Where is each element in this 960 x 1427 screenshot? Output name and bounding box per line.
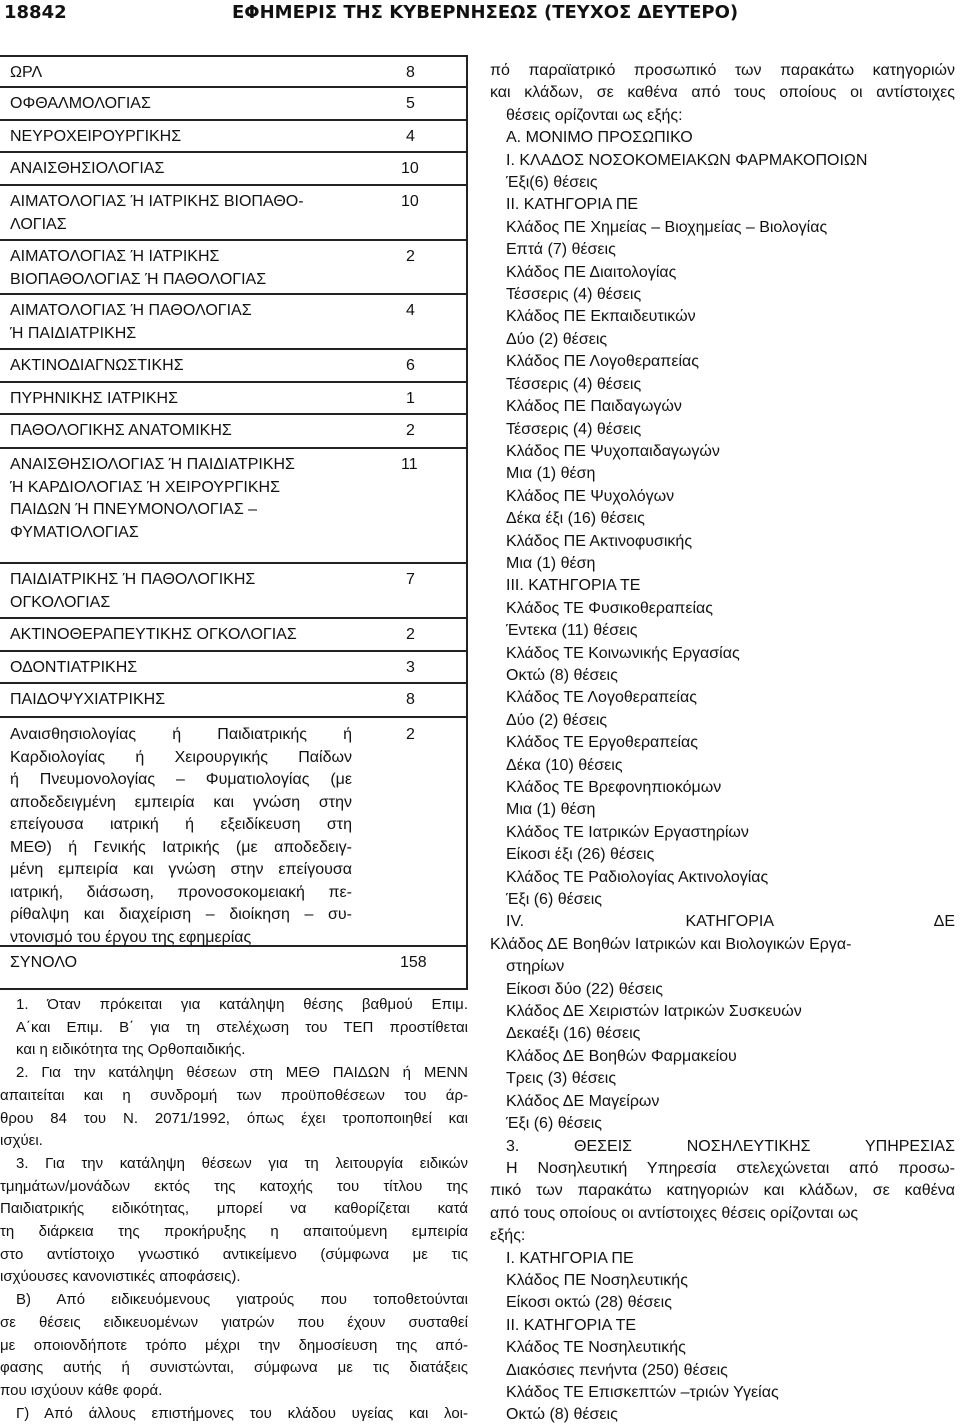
footnote-line: ισχύουσες κανονιστικές αποφάσεις). — [0, 1268, 241, 1286]
specialty-name: ΠΑΙΔΟΨΥΧΙΑΤΡΙΚΗΣ — [10, 691, 166, 708]
right-column-line: Κλάδος ΠΕ Χημείας – Βιοχημείας – Βιολογίας — [506, 218, 828, 236]
footnote-line: και η ειδικότητα της Ορθοπαιδικής. — [16, 1041, 246, 1059]
right-column-text — [490, 60, 955, 1427]
right-column-line: ΙΙ. ΚΑΤΗΓΟΡΙΑ ΠΕ — [506, 196, 639, 214]
right-column-line: Δέκα έξι (16) θέσεις — [506, 510, 645, 528]
right-column-line: Κλάδος ΤΕ Ραδιολογίας Ακτινολογίας — [506, 868, 769, 886]
footnote-line: Παιδιατρικής ειδικότητας, μπορεί να καθορίζεται κατά — [0, 1200, 468, 1218]
right-column-line: από τους οποίους οι αντίστοιχες θέσεις ορίζονται ως — [490, 1204, 859, 1222]
specialty-name-line: ρίθαλψη και διαχείριση – διοίκηση – συ- — [10, 906, 352, 923]
right-column-line: Α. ΜΟΝΙΜΟ ΠΡΟΣΩΠΙΚΟ — [506, 129, 693, 147]
specialty-name: ΠΥΡΗΝΙΚΗΣ ΙΑΤΡΙΚΗΣ — [10, 390, 178, 407]
right-column-line: Έξι(6) θέσεις — [506, 174, 598, 192]
positions-count: 3 — [406, 659, 415, 676]
right-column-line: Κλάδος ΤΕ Επισκεπτών –τριών Υγείας — [506, 1383, 779, 1401]
right-column-line: Κλάδος ΠΕ Εκπαιδευτικών — [506, 308, 696, 326]
right-column-line: Είκοσι οκτώ (28) θέσεις — [506, 1294, 672, 1312]
specialty-name-line: επείγουσα ιατρική ή εξειδίκευση στη — [10, 816, 352, 833]
table-row — [0, 947, 466, 990]
specialty-name-line: ΠΑΙΔΙΑΤΡΙΚΗΣ Ή ΠΑΘΟΛΟΓΙΚΗΣ — [10, 571, 256, 588]
specialty-name-line: ΦΥΜΑΤΙΟΛΟΓΙΑΣ — [10, 523, 139, 541]
table-row — [0, 350, 466, 383]
footnote-line: Β) Από ειδικευόμενους γιατρούς που τοποθετούνται — [16, 1291, 468, 1309]
specialty-name-line: Αναισθησιολογίας ή Παιδιατρικής ή — [10, 726, 352, 743]
footnote-line: 1. Όταν πρόκειται για κατάληψη θέσης βαθμού Επιμ. — [16, 996, 468, 1013]
table-row — [0, 619, 466, 652]
right-column-line: πικό των παρακάτω κατηγοριών και κλάδων, σε καθένα — [490, 1182, 955, 1200]
right-column-line: Κλάδος ΔΕ Μαγείρων — [506, 1092, 660, 1110]
specialty-name — [10, 724, 352, 949]
right-column-line: Έντεκα (11) θέσεις — [506, 622, 638, 640]
right-column-line: θέσεις ορίζονται ως εξής: — [506, 106, 683, 124]
table-row — [0, 564, 466, 619]
specialty-name — [10, 569, 352, 614]
footnote-line: Γ) Από άλλους επιστήμονες του κλάδου υγείας και λοι- — [16, 1404, 468, 1422]
table-row — [0, 383, 466, 415]
table-row — [0, 718, 466, 947]
footnote-line: σε θέσεις ειδικευομένων γιατρών που έχουν συσταθεί — [0, 1313, 468, 1331]
specialty-name-line: ΑΝΑΙΣΘΗΣΙΟΛΟΓΙΑΣ Ή ΠΑΙΔΙΑΤΡΙΚΗΣ — [10, 456, 295, 473]
table-row — [0, 57, 466, 88]
right-column-line: Δεκαέξι (16) θέσεις — [506, 1025, 641, 1043]
table-row — [0, 684, 466, 718]
right-column-line: Κλάδος ΠΕ Διαιτολογίας — [506, 263, 677, 281]
positions-count: 5 — [406, 95, 415, 112]
right-column-line: 3. ΘΕΣΕΙΣ ΝΟΣΗΛΕΥΤΙΚΗΣ ΥΠΗΡΕΣΙΑΣ — [506, 1137, 955, 1155]
positions-count: 6 — [406, 357, 415, 374]
specialty-name-line: ντονισμό του έργου της εφημερίας — [10, 928, 252, 946]
table-row — [0, 88, 466, 121]
specialty-name-line: ΟΓΚΟΛΟΓΙΑΣ — [10, 593, 111, 611]
specialty-name — [10, 191, 352, 236]
footnote-line: τη διάρκεια της προκήρυξης η απαιτούμενη εμπειρία — [0, 1223, 468, 1241]
footnote-line: τμημάτων/μονάδων εκτός της κατοχής του τίτλου της — [0, 1177, 468, 1195]
positions-count: 2 — [406, 422, 415, 439]
right-column-line: Μια (1) θέση — [506, 465, 596, 483]
right-column-line: ΙΙΙ. ΚΑΤΗΓΟΡΙΑ ΤΕ — [506, 577, 641, 595]
right-column-line: Κλάδος ΤΕ Ιατρικών Εργαστηρίων — [506, 823, 749, 841]
table-row — [0, 295, 466, 350]
right-column-line: Ι. ΚΛΑΔΟΣ ΝΟΣΟΚΟΜΕΙΑΚΩΝ ΦΑΡΜΑΚΟΠΟΙΩΝ — [506, 151, 868, 169]
right-column-line: ΙV. ΚΑΤΗΓΟΡΙΑ ΔΕ — [506, 913, 955, 931]
right-column-line: Οκτώ (8) θέσεις — [506, 666, 618, 684]
footnote-line: στο αντίστοιχο γνωστικό αντικείμενο (σύμφωνα με τις — [0, 1245, 468, 1263]
positions-count: 7 — [406, 571, 415, 588]
right-column-line: Κλάδος ΠΕ Παιδαγωγών — [506, 398, 682, 416]
right-column-line: Κλάδος ΠΕ Ψυχολόγων — [506, 487, 675, 505]
specialty-name-line: μένη εμπειρία και γνώση στην επείγουσα — [10, 861, 352, 878]
specialty-name-line: ΑΙΜΑΤΟΛΟΓΙΑΣ Ή ΙΑΤΡΙΚΗΣ ΒΙΟΠΑΘΟ- — [10, 193, 304, 210]
positions-count: 4 — [406, 302, 415, 319]
right-column-line: Κλάδος ΠΕ Ακτινοφυσικής — [506, 532, 693, 550]
specialties-table — [0, 55, 468, 990]
table-footnotes — [0, 994, 468, 1425]
right-column-line: ΙΙ. ΚΑΤΗΓΟΡΙΑ ΤΕ — [506, 1316, 637, 1334]
specialty-name-line: Καρδιολογίας ή Χειρουργικής Παίδων — [10, 748, 352, 766]
right-column-line: Είκοσι δύο (22) θέσεις — [506, 980, 664, 998]
specialty-name-line: ΑΙΜΑΤΟΛΟΓΙΑΣ Ή ΙΑΤΡΙΚΗΣ — [10, 248, 220, 265]
positions-count: 4 — [406, 128, 415, 145]
specialty-name: ΠΑΘΟΛΟΓΙΚΗΣ ΑΝΑΤΟΜΙΚΗΣ — [10, 422, 232, 439]
right-column-line: Είκοσι έξι (26) θέσεις — [506, 846, 655, 864]
specialty-name: ΑΚΤΙΝΟΔΙΑΓΝΩΣΤΙΚΗΣ — [10, 357, 184, 374]
right-column-line: Κλάδος ΔΕ Χειριστών Ιατρικών Συσκευών — [506, 1003, 802, 1021]
right-column-line: στηρίων — [506, 958, 565, 976]
footnote-line: απαιτείται και η συνδρομή των προϋποθέσεων του άρ- — [0, 1086, 468, 1104]
footnote-line: με οποιονδήποτε τρόπο μέχρι την δημοσίευση της από- — [0, 1336, 468, 1354]
specialty-name-line: ΑΙΜΑΤΟΛΟΓΙΑΣ Ή ΠΑΘΟΛΟΓΙΑΣ — [10, 302, 252, 319]
specialty-name-line: Ή ΠΑΙΔΙΑΤΡΙΚΗΣ — [10, 324, 137, 342]
right-column-line: Κλάδος ΠΕ Νοσηλευτικής — [506, 1271, 688, 1289]
positions-count: 2 — [406, 248, 415, 265]
table-row — [0, 153, 466, 186]
specialty-name-line: ΠΑΙΔΩΝ Ή ΠΝΕΥΜΟΝΟΛΟΓΙΑΣ – — [10, 501, 258, 518]
right-column-line: Τέσσερις (4) θέσεις — [506, 420, 642, 438]
right-column-line: Κλάδος ΤΕ Λογοθεραπείας — [506, 689, 697, 707]
right-column-line: Κλάδος ΤΕ Βρεφονηπιοκόμων — [506, 779, 722, 796]
right-column-line: Τρεις (3) θέσεις — [506, 1070, 617, 1088]
table-row — [0, 121, 466, 153]
specialty-name-line: Ή ΚΑΡΔΙΟΛΟΓΙΑΣ Ή ΧΕΙΡΟΥΡΓΙΚΗΣ — [10, 478, 280, 496]
positions-count: 158 — [400, 954, 427, 971]
specialty-name-line: ή Πνευμονολογίας – Φυματιολογίας (με — [10, 771, 352, 788]
specialty-name — [10, 246, 352, 291]
right-column-line: πό παραϊατρικό προσωπικό των παρακάτω κατηγοριών — [490, 62, 955, 79]
gazette-title: ΕΦΗΜΕΡΙΣ ΤΗΣ ΚΥΒΕΡΝΗΣΕΩΣ (ΤΕΥΧΟΣ ΔΕΥΤΕΡΟ) — [232, 2, 739, 23]
right-column-line: Δέκα (10) θέσεις — [506, 756, 623, 774]
positions-count: 8 — [406, 691, 415, 708]
right-column-line: Μια (1) θέση — [506, 554, 596, 572]
right-column-line: Κλάδος ΤΕ Εργοθεραπείας — [506, 734, 698, 752]
footnote-line: 2. Για την κατάληψη θέσεων στη ΜΕΘ ΠΑΙΔΩΝ ή ΜΕΝΝ — [16, 1064, 468, 1082]
right-column-line: Κλάδος ΤΕ Φυσικοθεραπείας — [506, 599, 713, 617]
page-number: 18842 — [4, 2, 67, 23]
right-column-line: Κλάδος ΔΕ Βοηθών Ιατρικών και Βιολογικών Εργα- — [490, 935, 852, 953]
table-row — [0, 186, 466, 241]
right-column-line: Κλάδος ΤΕ Νοσηλευτικής — [506, 1339, 686, 1357]
right-column-line: Δύο (2) θέσεις — [506, 711, 608, 729]
right-column-line: Έξι (6) θέσεις — [506, 1115, 603, 1133]
table-row — [0, 415, 466, 449]
right-column-line: Τέσσερις (4) θέσεις — [506, 286, 642, 304]
specialty-name-line: ΜΕΘ) ή Γενικής Ιατρικής (με αποδεδειγ- — [10, 838, 352, 856]
specialty-name: ΑΚΤΙΝΟΘΕΡΑΠΕΥΤΙΚΗΣ ΟΓΚΟΛΟΓΙΑΣ — [10, 626, 297, 643]
right-column-line: Οκτώ (8) θέσεις — [506, 1406, 618, 1424]
right-column-line: Επτά (7) θέσεις — [506, 241, 616, 259]
right-column-line: Κλάδος ΤΕ Κοινωνικής Εργασίας — [506, 644, 740, 662]
specialty-name: ΝΕΥΡΟΧΕΙΡΟΥΡΓΙΚΗΣ — [10, 128, 182, 145]
footnote-line: που ισχύουν κάθε φορά. — [0, 1381, 163, 1399]
specialty-name: ΩΡΛ — [10, 64, 43, 81]
specialty-name: ΟΔΟΝΤΙΑΤΡΙΚΗΣ — [10, 659, 138, 676]
right-column-line: Διακόσιες πενήντα (250) θέσεις — [506, 1361, 728, 1379]
positions-count: 10 — [401, 193, 419, 210]
right-column-line: Κλάδος ΔΕ Βοηθών Φαρμακείου — [506, 1047, 737, 1065]
right-column-line: εξής: — [490, 1227, 526, 1245]
positions-count: 1 — [406, 390, 415, 407]
table-row — [0, 449, 466, 564]
footnote-line: Α΄και Επιμ. Β΄ για τη στελέχωση του ΤΕΠ προστίθεται — [16, 1018, 468, 1036]
specialty-name-line: ιατρική, διάσωση, προνοσοκομειακή πε- — [10, 883, 352, 901]
positions-count: 8 — [406, 64, 415, 81]
footnote-line: φασης αυτής ή συνιστώνται, σύμφωνα με τις διατάξεις — [0, 1359, 468, 1377]
right-column-line: Δύο (2) θέσεις — [506, 330, 608, 348]
table-row — [0, 652, 466, 684]
page-header — [0, 0, 960, 30]
right-column-line: Τέσσερις (4) θέσεις — [506, 375, 642, 393]
right-column-line: Ι. ΚΑΤΗΓΟΡΙΑ ΠΕ — [506, 1249, 634, 1267]
specialty-name-line: ΒΙΟΠΑΘΟΛΟΓΙΑΣ Ή ΠΑΘΟΛΟΓΙΑΣ — [10, 270, 267, 288]
positions-count: 11 — [401, 456, 418, 473]
right-column-line: Έξι (6) θέσεις — [506, 891, 603, 909]
table-row — [0, 241, 466, 295]
specialty-name: ΑΝΑΙΣΘΗΣΙΟΛΟΓΙΑΣ — [10, 160, 165, 177]
specialty-name — [10, 454, 352, 544]
right-column-line: Κλάδος ΠΕ Λογοθεραπείας — [506, 353, 699, 371]
right-column-line: και κλάδων, σε καθένα από τους οποίους οι αντίστοιχες — [490, 84, 955, 102]
positions-count: 2 — [406, 626, 415, 643]
specialty-name: ΣΥΝΟΛΟ — [10, 954, 78, 971]
specialty-name-line: ΛΟΓΙΑΣ — [10, 215, 67, 233]
footnote-line: θρου 84 του Ν. 2071/1992, όπως έχει τροποποιηθεί και — [0, 1109, 468, 1127]
specialty-name: ΟΦΘΑΛΜΟΛΟΓΙΑΣ — [10, 95, 151, 112]
right-column-line: Κλάδος ΠΕ Ψυχοπαιδαγωγών — [506, 442, 720, 460]
footnote-line: 3. Για την κατάληψη θέσεων για τη λειτουργία ειδικών — [16, 1154, 468, 1172]
specialty-name-line: αποδεδειγμένη εμπειρία και γνώση στην — [10, 793, 352, 811]
positions-count: 10 — [401, 160, 419, 177]
right-column-line: Μια (1) θέση — [506, 801, 596, 819]
right-column-line: Η Νοσηλευτική Υπηρεσία στελεχώνεται από προσω- — [506, 1159, 955, 1177]
specialty-name — [10, 300, 352, 345]
footnote-line: ισχύει. — [0, 1132, 43, 1150]
positions-count: 2 — [406, 726, 415, 743]
